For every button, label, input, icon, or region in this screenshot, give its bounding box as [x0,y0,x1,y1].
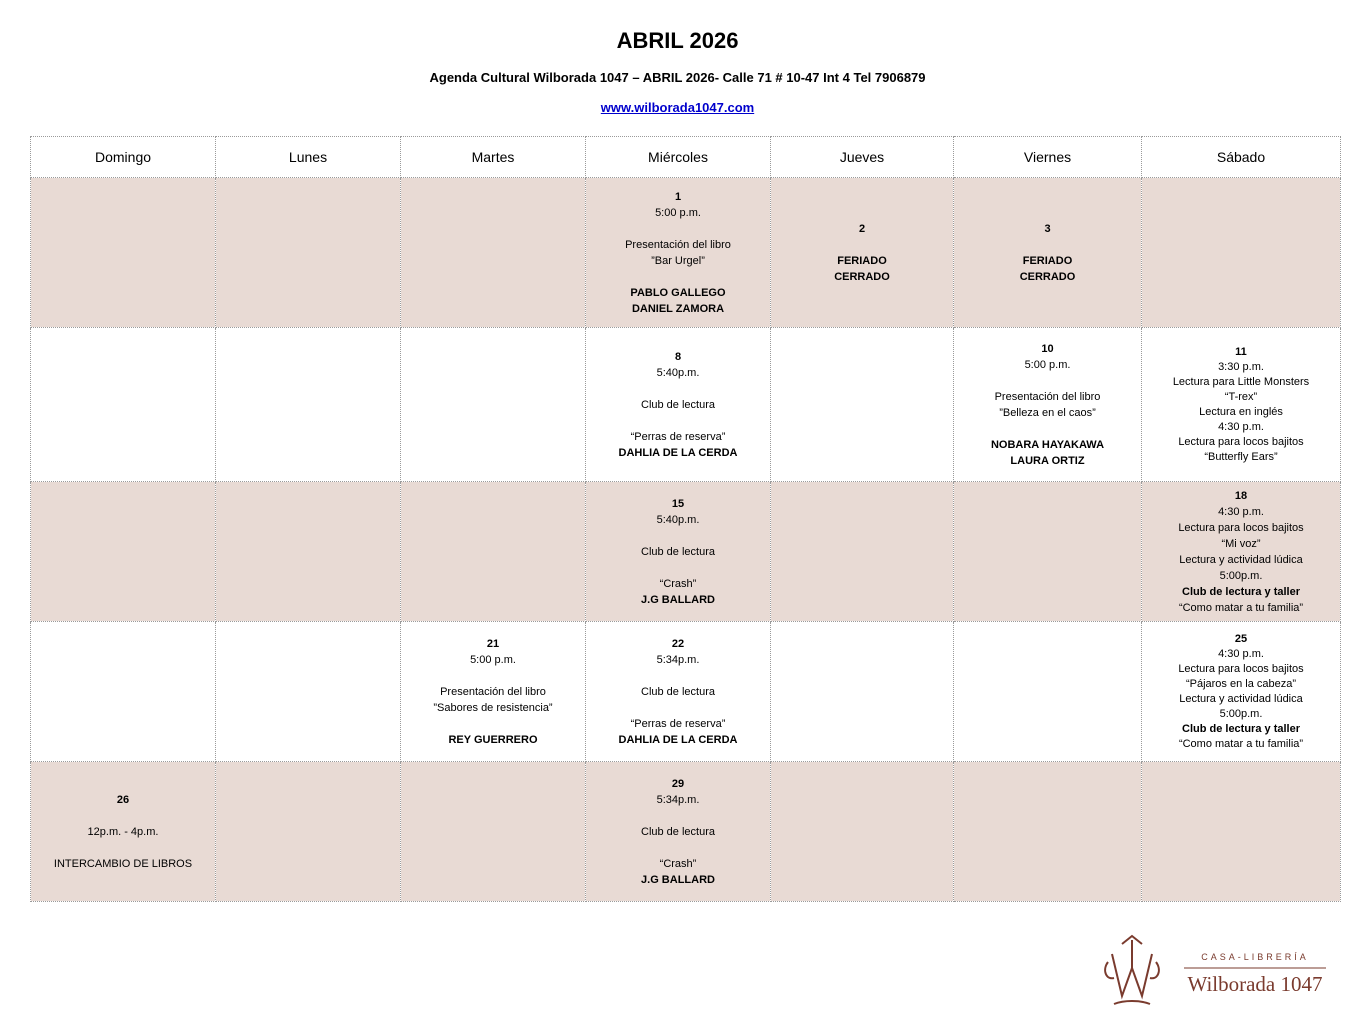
event-line: Club de lectura y taller [1182,722,1300,735]
day-cell-empty [31,328,216,482]
event-line: CERRADO [1019,270,1076,283]
event-line [586,700,770,716]
day-cell [771,178,954,328]
event-line: “Crash” [659,857,697,870]
event-line: DAHLIA DE LA CERDA [618,733,738,746]
event-line: “Perras de reserva” [630,430,726,443]
day-cell [401,622,586,762]
day-number: 21 [486,637,500,650]
event-line [586,528,770,544]
weekday-header: Martes [401,137,586,178]
event-line: Club de lectura [641,545,715,558]
event-line: 4:30 p.m. [1218,505,1264,518]
day-cell-empty [1142,178,1341,328]
website-link-wrapper [0,100,1355,115]
event-line: Club de lectura [641,398,715,411]
event-line [586,221,770,237]
day-cell [954,178,1142,328]
day-cell-empty [401,482,586,622]
day-cell [954,328,1142,482]
event-line: FERIADO [837,254,887,267]
event-line: “Como matar a tu familia” [1178,601,1304,614]
event-line: LAURA ORTIZ [1010,454,1085,467]
logo-top-text: CASA-LIBRERÍA [1201,952,1309,962]
weekday-header-row [31,137,1341,178]
event-line [586,381,770,397]
week-row [31,482,1341,622]
event-line: “Mi voz” [1221,537,1261,550]
event-line: 5:34p.m. [656,653,700,666]
event-line: 5:40p.m. [656,513,700,526]
event-line: 3:30 p.m. [1218,360,1264,373]
event-line: 5:40p.m. [656,366,700,379]
day-cell [1142,622,1341,762]
event-line: INTERCAMBIO DE LIBROS [53,857,193,870]
event-line: Presentación del libro [440,685,546,698]
week-row [31,328,1341,482]
weekday-header: Jueves [771,137,954,178]
event-line: DAHLIA DE LA CERDA [618,446,738,459]
day-cell [586,762,771,902]
event-line: Lectura para locos bajitos [1178,662,1304,675]
day-number: 15 [671,497,685,510]
event-line: Presentación del libro [625,238,731,251]
event-line: Lectura y actividad lúdica [1179,692,1303,705]
event-line [31,840,215,856]
event-line [586,560,770,576]
day-cell-empty [31,178,216,328]
event-line [954,373,1141,389]
day-number: 29 [671,777,685,790]
event-line [771,237,953,253]
weekday-header: Miércoles [586,137,771,178]
event-line: Lectura y actividad lúdica [1179,553,1303,566]
event-line: PABLO GALLEGO [630,286,726,299]
logo-name: Wilborada 1047 [1187,972,1323,996]
page-title: ABRIL 2026 [616,28,739,53]
event-line [586,668,770,684]
calendar-table [30,136,1341,902]
event-line: ”Belleza en el caos” [999,406,1096,419]
event-line: 5:00p.m. [1219,569,1263,582]
event-line: 5:00p.m. [1219,707,1263,720]
event-line: “T-rex” [1224,390,1258,403]
event-line [31,808,215,824]
day-cell-empty [31,482,216,622]
event-line: 5:00 p.m. [655,206,701,219]
event-line: “Butterfly Ears” [1204,450,1278,463]
day-number: 25 [1234,632,1248,645]
event-line: “Pájaros en la cabeza” [1185,677,1297,690]
day-cell [586,622,771,762]
event-line: Lectura en inglés [1199,405,1283,418]
event-line: REY GUERRERO [448,733,538,746]
day-number: 11 [1235,345,1247,358]
day-cell-empty [216,328,401,482]
weekday-header: Sábado [1142,137,1341,178]
event-line: Presentación del libro [994,390,1101,403]
day-cell-empty [771,482,954,622]
day-cell-empty [216,482,401,622]
event-line: “Como matar a tu familia” [1178,737,1304,750]
website-link[interactable]: www.wilborada1047.com [600,100,755,115]
day-cell [586,178,771,328]
event-line: DANIEL ZAMORA [631,302,725,315]
day-cell-empty [216,762,401,902]
day-number: 18 [1234,489,1248,502]
day-cell-empty [31,622,216,762]
day-number: 10 [1041,342,1054,355]
day-cell-empty [401,328,586,482]
day-cell [31,762,216,902]
day-cell-empty [1142,762,1341,902]
event-line [586,269,770,285]
day-cell-empty [771,622,954,762]
weekday-header: Lunes [216,137,401,178]
event-line [586,840,770,856]
event-line: Lectura para Little Monsters [1172,375,1310,388]
event-line: 5:00 p.m. [470,653,516,666]
week-row [31,622,1341,762]
day-number: 2 [858,222,866,235]
event-line: Club de lectura [641,685,715,698]
day-cell-empty [954,762,1142,902]
day-cell-empty [771,328,954,482]
day-cell-empty [216,178,401,328]
day-number: 26 [116,793,130,806]
wilborada-logo [1100,934,1330,1014]
week-row [31,178,1341,328]
event-line: 5:00 p.m. [1024,358,1071,371]
event-line: “Perras de reserva” [630,717,726,730]
event-line: CERRADO [834,270,890,283]
event-line [586,808,770,824]
event-line [586,413,770,429]
event-line: Lectura para locos bajitos [1178,435,1304,448]
day-number: 22 [671,637,685,650]
event-line: NOBARA HAYAKAWA [990,438,1105,451]
event-line: 4:30 p.m. [1218,647,1264,660]
event-line: J.G BALLARD [641,873,715,886]
event-line: “Crash” [659,577,697,590]
event-line: ”Bar Urgel” [651,254,705,267]
event-line [954,421,1141,437]
event-line: 12p.m. - 4p.m. [87,825,159,838]
event-line: ”Sabores de resistencia” [433,701,553,714]
day-number: 8 [674,350,682,363]
weekday-header: Viernes [954,137,1142,178]
event-line: Lectura para locos bajitos [1178,521,1304,534]
day-cell-empty [401,178,586,328]
day-cell [1142,482,1341,622]
event-line: FERIADO [1022,254,1073,267]
event-line: Club de lectura y taller [1182,585,1300,598]
week-row [31,762,1341,902]
event-line [401,716,585,732]
page-subtitle: Agenda Cultural Wilborada 1047 – ABRIL 2026- Calle 71 # 10-47 Int 4 Tel 7906879 [429,70,926,85]
event-line: 4:30 p.m. [1218,420,1264,433]
event-line [401,668,585,684]
day-cell-empty [771,762,954,902]
day-cell-empty [954,622,1142,762]
day-number: 1 [674,190,682,203]
event-line: Club de lectura [641,825,715,838]
event-line [954,237,1141,253]
day-cell [1142,328,1341,482]
day-cell [586,328,771,482]
day-cell-empty [401,762,586,902]
day-cell-empty [954,482,1142,622]
day-cell-empty [216,622,401,762]
day-number: 3 [1044,222,1051,235]
day-cell [586,482,771,622]
event-line: J.G BALLARD [641,593,715,606]
event-line: 5:34p.m. [656,793,700,806]
weekday-header: Domingo [31,137,216,178]
